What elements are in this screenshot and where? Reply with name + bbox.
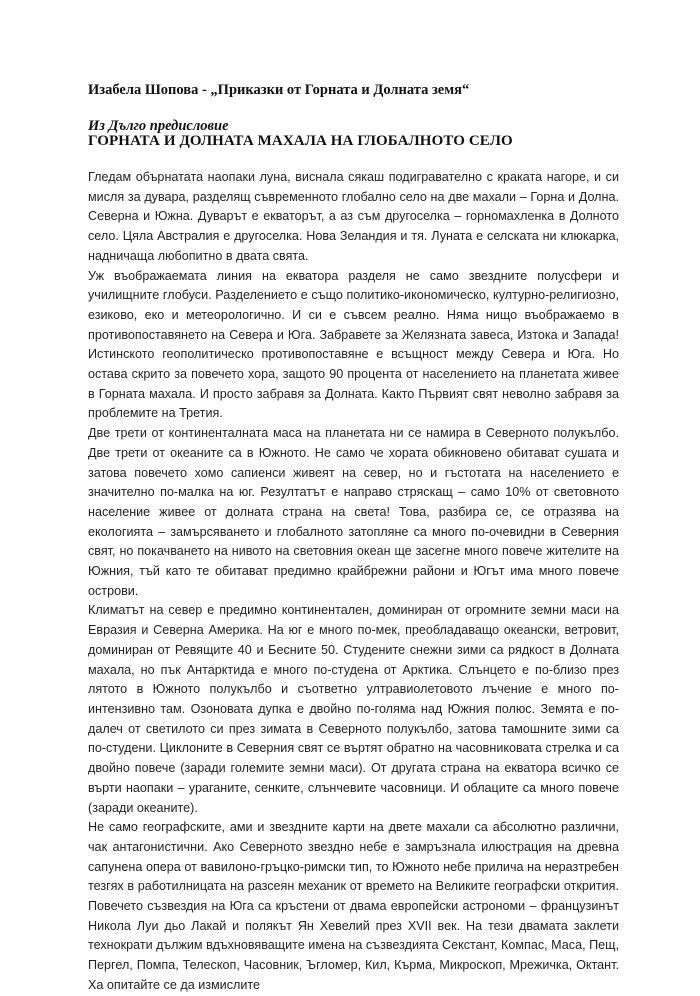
chapter-title: ГОРНАТА И ДОЛНАТА МАХАЛА НА ГЛОБАЛНОТО СЕЛО: [88, 133, 513, 149]
paragraph: Климатът на север е предимно континентален, доминиран от огромните земни маси на Евразия и Северна Америка. На юг е много по-мек, преобладаващо океански, ветровит, доминиран от Ревящите 40 и Бесните 50. Студените снежни зими са рядкост в Долната махала, но пък Антарктида е много по-студена от Арктика. Слънцето е по-близо през лятото в Южното полукълбо и съответно ултравиолетовото лъчение е много по-интензивно там. Озоновата дупка е двойно по-голяма над Южния полюс. Земята е по-далеч от светилото си през зимата в Северното полукълбо, затова тамошните зими са по-студени. Циклоните в Северния свят се въртят обратно на часовниковата стрелка и са двойно повече (заради големите земни маси). От другата страна на екватора всичко се върти наопаки – ураганите, сенките, слънчевите часовници. И облаците са много повече (заради океаните).: [88, 603, 619, 815]
paragraph: Гледам обърнатата наопаки луна, виснала сякаш подигравателно с краката нагоре, и си мисля за дувара, разделящ съвременното глобално село на две махали – Горна и Долна. Северна и Южна. Дуварът е екваторът, а аз съм другоселка – горномахленка в Долното село. Цяла Австралия е другоселка. Нова Зеландия и тя. Луната е селската ни клюкарка, надничаща любопитно в двата свята.: [88, 170, 619, 263]
section-subtitle: Из Дълго предисловие: [88, 118, 229, 134]
paragraph: Две трети от континенталната маса на планетата ни се намира в Северното полукълбо. Две трети от океаните са в Южното. Не само че хората обикновено обитават сушата и затова повечето хомо сапиенси живеят на север, но и гъстотата на населението е значително по-малка на юг. Резултатът е направо стряскащ – само 10% от световното население живее от долната страна на света! Това, разбира се, се отразява на екологията – замърсяването и глобалното затопляне са много по-очевидни в Северния свят, но покачването на нивото на световния океан ще засегне много повече жителите на Южния, тъй като те обитават предимно крайбрежни райони и Югът има много повече острови.: [88, 426, 619, 598]
paragraph: Уж въображаемата линия на екватора разделя не само звездните полусфери и училищните глобуси. Разделението е също политико-икономическо, културно-религиозно, езиково, еко и метеорологично. И си е съвсем реално. Няма нищо въображаемо в противопоставянето на Севера и Юга. Забравете за Желязната завеса, Изтока и Запада! Истинското геополитическо противопоставяне е всъщност между Севера и Юга. Но остава скрито за повечето хора, защото 90 процента от населението на планетата живее в Горната махала. И просто забравя за Долната. Както Първият свят неволно забравя за проблемите на Третия.: [88, 268, 619, 421]
body-text: [88, 168, 619, 996]
author-title: Изабела Шопова - „Приказки от Горната и Долната земя“: [88, 82, 470, 98]
paragraph: Не само географските, ами и звездните карти на двете махали са абсолютно различни, чак антагонистични. Ако Северното звездно небе е замръзнала илюстрация на древна сапунена опера от вавилоно-гръцко-римски тип, то Южното небе прилича на неразтребен тезгях в работилницата на разсеян механик от времето на Великите географски открития. Повечето съзвездия на Юга са кръстени от двама европейски астрономи – французинът Никола Луи дьо Лакай и полякът Ян Хевелий през XVII век. На тези двамата заклети технократи дължим вдъхновяващите имена на съзвездията Секстант, Компас, Маса, Пещ, Пергел, Помпа, Телескоп, Часовник, Ъгломер, Кил, Кърма, Микроскоп, Мрежичка, Октант. Ха опитайте се да измислите: [88, 820, 619, 992]
